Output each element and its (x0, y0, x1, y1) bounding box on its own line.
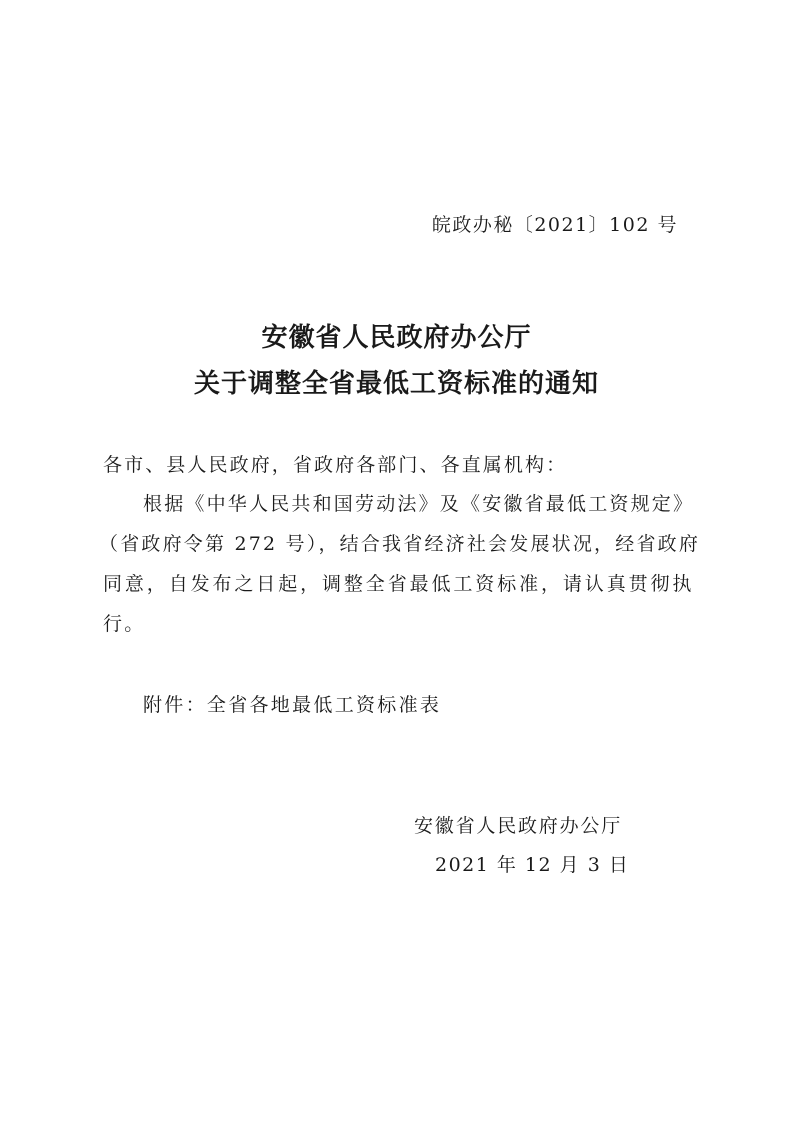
body-text-line: （省政府令第 272 号），结合我省经济社会发展状况，经省政府 (99, 533, 701, 555)
document-number: 皖政办秘〔2021〕102 号 (431, 214, 678, 236)
document-title-line-2: 关于调整全省最低工资标准的通知 (193, 369, 599, 399)
issuing-authority: 安徽省人民政府办公厅 (414, 815, 623, 837)
body-text-line: 同意，自发布之日起，调整全省最低工资标准，请认真贯彻执 (103, 573, 695, 595)
issue-date: 2021 年 12 月 3 日 (435, 854, 630, 876)
document-title-line-1: 安徽省人民政府办公厅 (261, 323, 532, 353)
body-text-line: 行。 (103, 613, 146, 635)
body-text-line: 根据《中华人民共和国劳动法》及《安徽省最低工资规定》 (143, 493, 695, 515)
addressee: 各市、县人民政府，省政府各部门、各直属机构： (103, 454, 568, 476)
attachment-note: 附件：全省各地最低工资标准表 (143, 694, 442, 716)
